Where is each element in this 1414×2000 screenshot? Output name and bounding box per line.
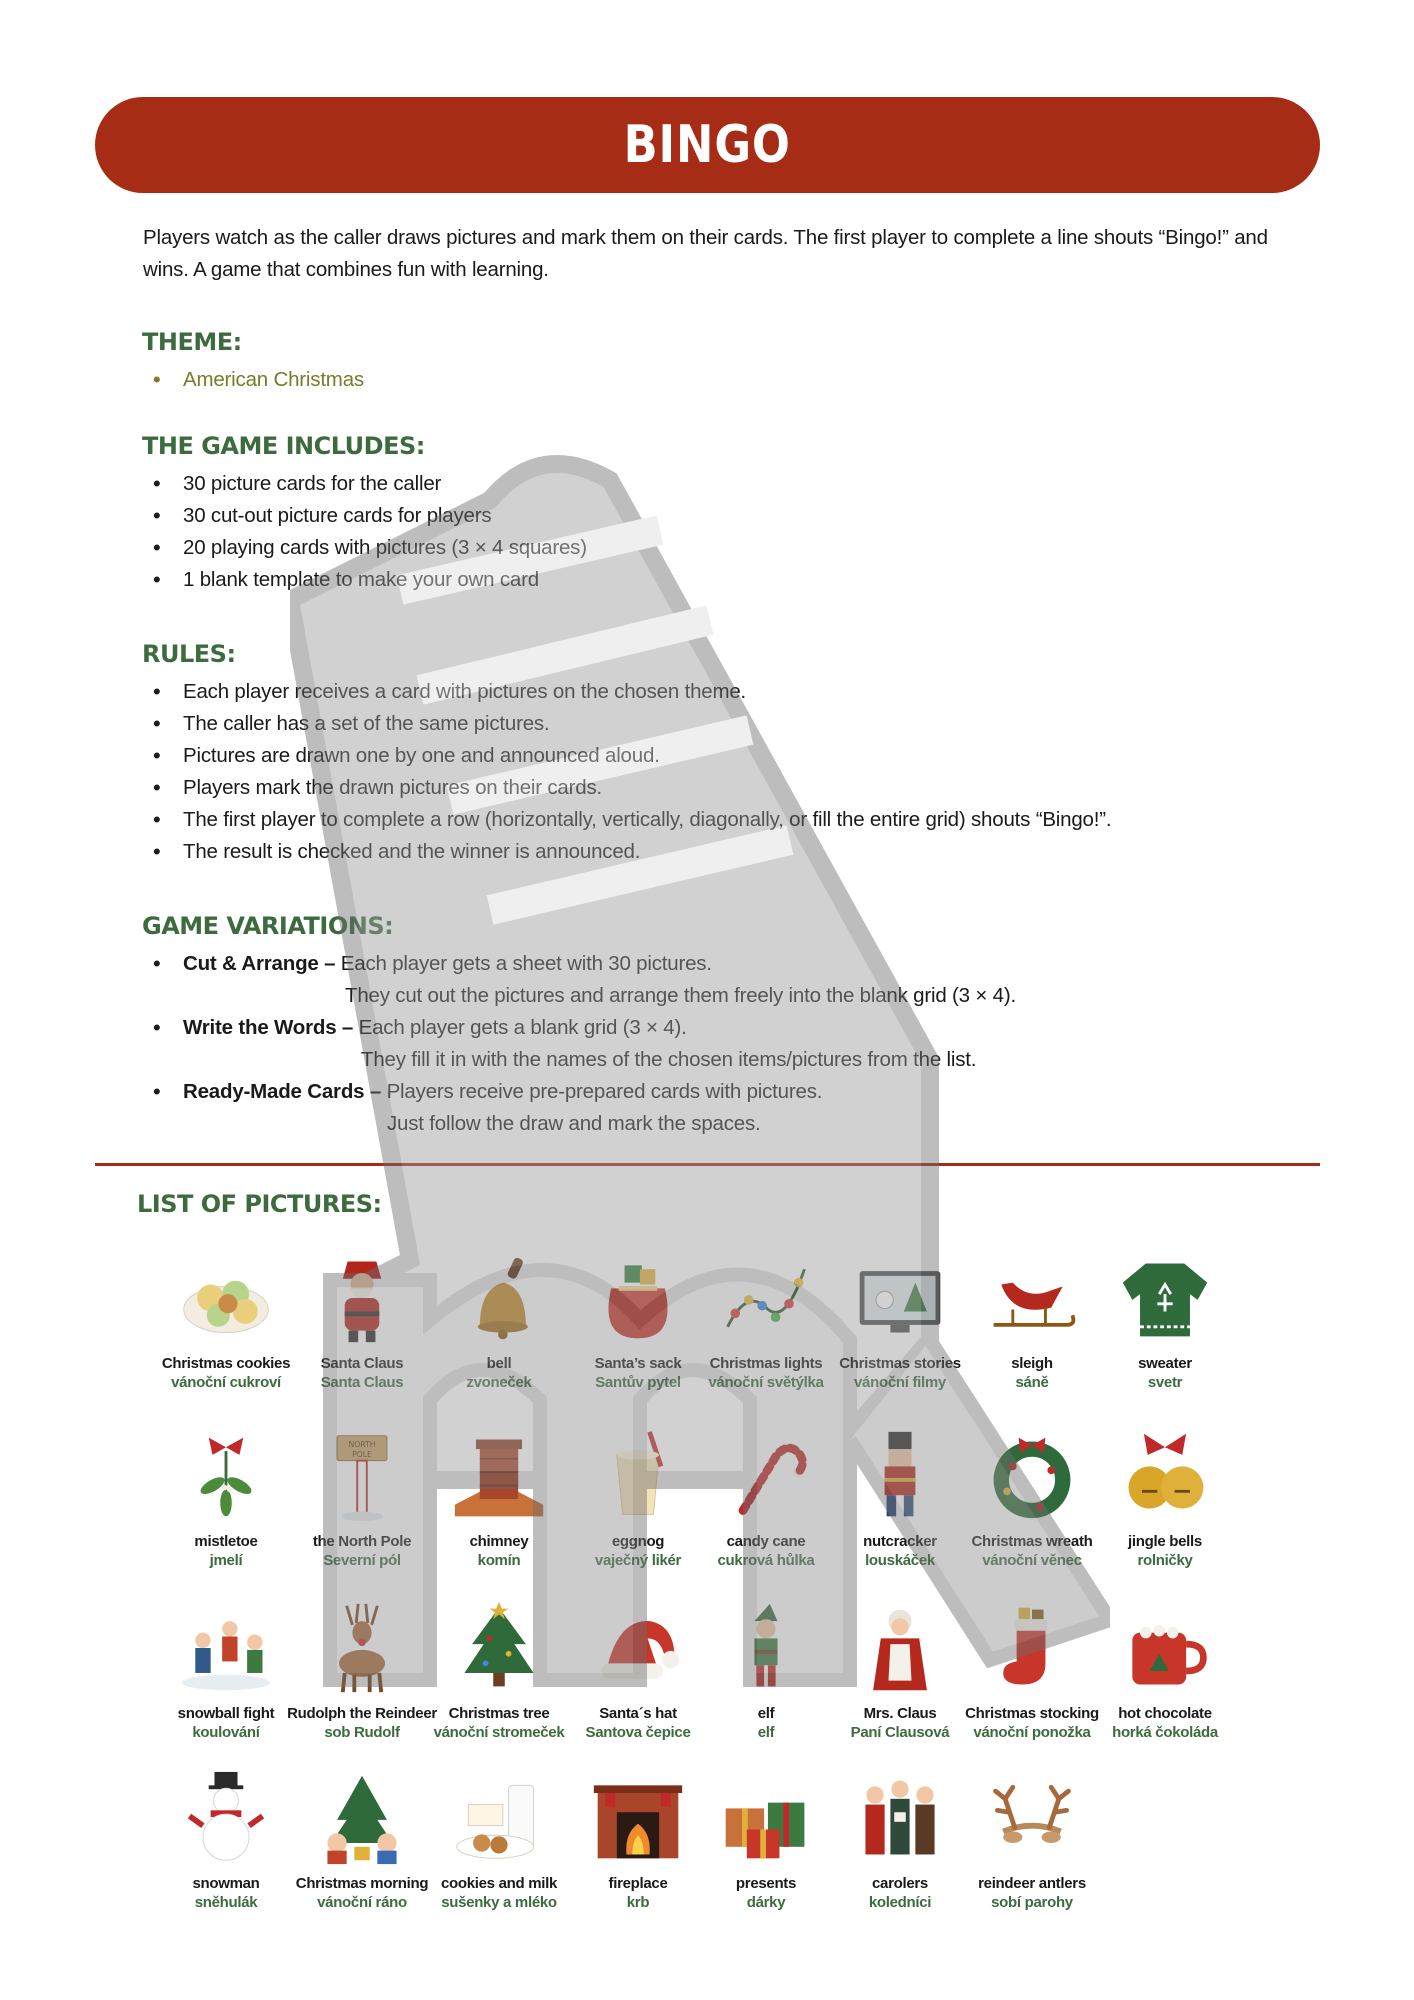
picture-card	[825, 1768, 975, 1912]
picture-name: Santa´s hat	[599, 1705, 677, 1722]
picture-card	[287, 1598, 437, 1742]
includes-list	[153, 468, 587, 596]
title-banner	[95, 97, 1320, 193]
picture-card	[691, 1768, 841, 1912]
picture-card	[1090, 1598, 1240, 1742]
variation-text-2: They fill it in with the names of the chosen items/pictures from the list.	[361, 1048, 977, 1071]
stocking-icon	[982, 1598, 1082, 1698]
presents-icon	[716, 1768, 816, 1868]
picture-card	[1090, 1426, 1240, 1570]
picture-card	[151, 1598, 301, 1742]
snowball-fight-icon	[176, 1598, 276, 1698]
chimney-icon	[449, 1426, 549, 1526]
picture-translation: horká čokoláda	[1112, 1724, 1218, 1741]
picture-translation: svetr	[1147, 1374, 1183, 1391]
wreath-icon	[982, 1426, 1082, 1526]
picture-name: Christmas lights	[709, 1355, 823, 1372]
list-item: • 30 picture cards for the caller	[153, 468, 587, 500]
page-title: BINGO	[623, 115, 792, 175]
rules-list	[153, 676, 1111, 868]
picture-card	[691, 1598, 841, 1742]
tree-icon	[449, 1598, 549, 1698]
picture-translation: vánoční cukroví	[171, 1374, 281, 1391]
intro-text: Players watch as the caller draws pictures and mark them on their cards. The first player to complete a line shouts “Bingo!” and wins. A game that combines fun with learning.	[143, 226, 1268, 281]
santa-icon	[312, 1248, 412, 1348]
picture-translation: vaječný likér	[594, 1552, 682, 1569]
picture-name: candy cane	[726, 1533, 806, 1550]
picture-card	[825, 1598, 975, 1742]
variation-text-2: They cut out the pictures and arrange them freely into the blank grid (3 × 4).	[345, 984, 1016, 1007]
picture-card	[1090, 1248, 1240, 1392]
variations-heading: GAME VARIATIONS:	[142, 912, 394, 940]
picture-translation: louskáček	[865, 1552, 935, 1569]
picture-card	[287, 1426, 437, 1570]
picture-name: chimney	[469, 1533, 529, 1550]
picture-card	[957, 1248, 1107, 1392]
picture-name: sweater	[1138, 1355, 1192, 1372]
picture-translation: komín	[477, 1552, 521, 1569]
picture-name: sleigh	[1011, 1355, 1053, 1372]
sweater-icon	[1115, 1248, 1215, 1348]
picture-translation: sněhulák	[194, 1894, 258, 1911]
jingle-bells-icon	[1115, 1426, 1215, 1526]
section-divider	[95, 1163, 1320, 1166]
picture-name: eggnog	[611, 1533, 665, 1550]
picture-translation: sušenky a mléko	[441, 1894, 557, 1911]
cookies-milk-icon	[449, 1768, 549, 1868]
picture-name: reindeer antlers	[978, 1875, 1086, 1892]
santa-hat-icon	[588, 1598, 688, 1698]
picture-name: Rudolph the Reindeer	[287, 1705, 437, 1722]
picture-name: Christmas morning	[295, 1875, 429, 1892]
theme-list	[153, 364, 364, 396]
picture-translation: cukrová hůlka	[717, 1552, 815, 1569]
list-item: • The caller has a set of the same pictures.	[153, 708, 1111, 740]
picture-card	[424, 1248, 574, 1392]
list-item: • 30 cut-out picture cards for players	[153, 500, 587, 532]
picture-card	[151, 1248, 301, 1392]
picture-card	[957, 1598, 1107, 1742]
variation-text: Each player gets a sheet with 30 pictures.	[340, 952, 712, 975]
rules-heading: RULES:	[142, 640, 236, 668]
tv-icon	[850, 1248, 950, 1348]
picture-translation: rolničky	[1137, 1552, 1193, 1569]
picture-card	[151, 1426, 301, 1570]
picture-translation: jmelí	[209, 1552, 243, 1569]
picture-translation: vánoční věnec	[982, 1552, 1082, 1569]
list-item: • The first player to complete a row (horizontally, vertically, diagonally, or fill the entire grid) shouts “Bingo!”.	[153, 804, 1111, 836]
picture-card	[287, 1248, 437, 1392]
picture-name: fireplace	[608, 1875, 668, 1892]
svg-text:POLE: POLE	[352, 1449, 372, 1459]
picture-translation: vánoční stromeček	[433, 1724, 565, 1741]
picture-card	[424, 1598, 574, 1742]
morning-icon	[312, 1768, 412, 1868]
picture-name: Christmas stories	[839, 1355, 961, 1372]
picture-translation: zvoneček	[466, 1374, 532, 1391]
picture-name: nutcracker	[863, 1533, 937, 1550]
snowman-icon	[176, 1768, 276, 1868]
picture-name: elf	[757, 1705, 775, 1722]
variation-item	[153, 1076, 1016, 1140]
picture-name: jingle bells	[1128, 1533, 1202, 1550]
picture-translation: krb	[626, 1894, 650, 1911]
mug-icon	[1115, 1598, 1215, 1698]
variation-item	[153, 1012, 1016, 1076]
picture-card	[424, 1426, 574, 1570]
picture-card	[825, 1426, 975, 1570]
picture-name: Santa’s sack	[594, 1355, 682, 1372]
lights-icon	[716, 1248, 816, 1348]
variation-text: Players receive pre-prepared cards with pictures.	[386, 1080, 823, 1103]
picture-name: presents	[735, 1875, 797, 1892]
variation-title: Ready-Made Cards –	[183, 1080, 382, 1103]
candy-cane-icon	[716, 1426, 816, 1526]
sleigh-icon	[982, 1248, 1082, 1348]
picture-name: Mrs. Claus	[863, 1705, 937, 1722]
picture-translation: dárky	[746, 1894, 786, 1911]
antlers-icon	[982, 1768, 1082, 1868]
variation-item	[153, 948, 1016, 1012]
reindeer-icon	[312, 1598, 412, 1698]
picture-translation: vánoční ponožka	[973, 1724, 1091, 1741]
picture-translation: sobí parohy	[991, 1894, 1073, 1911]
picture-name: Christmas cookies	[161, 1355, 291, 1372]
picture-name: carolers	[872, 1875, 928, 1892]
list-item: • Each player receives a card with pictures on the chosen theme.	[153, 676, 1111, 708]
picture-translation: Santova čepice	[585, 1724, 691, 1741]
elf-icon	[716, 1598, 816, 1698]
north-pole-icon	[312, 1426, 412, 1526]
theme-heading: THEME:	[142, 328, 242, 356]
picture-card	[825, 1248, 975, 1392]
nutcracker-icon	[850, 1426, 950, 1526]
picture-translation: koulování	[192, 1724, 260, 1741]
list-item: • Pictures are drawn one by one and announced aloud.	[153, 740, 1111, 772]
picture-translation: Paní Clausová	[850, 1724, 950, 1741]
list-item: • 20 playing cards with pictures (3 × 4 squares)	[153, 532, 587, 564]
bell-icon	[449, 1248, 549, 1348]
mrs-claus-icon	[850, 1598, 950, 1698]
picture-name: Christmas wreath	[971, 1533, 1093, 1550]
list-item: • 1 blank template to make your own card	[153, 564, 587, 596]
picture-name: hot chocolate	[1118, 1705, 1212, 1722]
picture-card	[151, 1768, 301, 1912]
variation-title: Write the Words –	[183, 1016, 354, 1039]
picture-name: the North Pole	[312, 1533, 412, 1550]
picture-translation: sob Rudolf	[324, 1724, 400, 1741]
variation-text-2: Just follow the draw and mark the spaces.	[387, 1112, 761, 1135]
picture-name: mistletoe	[194, 1533, 258, 1550]
picture-card	[957, 1768, 1107, 1912]
fireplace-icon	[588, 1768, 688, 1868]
picture-name: Christmas tree	[448, 1705, 550, 1722]
picture-translation: Santův pytel	[595, 1374, 681, 1391]
svg-text:NORTH: NORTH	[348, 1440, 376, 1450]
list-item: • The result is checked and the winner is announced.	[153, 836, 1111, 868]
picture-translation: koledníci	[868, 1894, 932, 1911]
picture-card	[691, 1248, 841, 1392]
picture-name: snowman	[192, 1875, 260, 1892]
picture-name: Christmas stocking	[965, 1705, 1099, 1722]
picture-translation: elf	[757, 1724, 775, 1741]
sack-icon	[588, 1248, 688, 1348]
eggnog-icon	[588, 1426, 688, 1526]
picture-name: Santa Claus	[320, 1355, 404, 1372]
cookies-icon	[176, 1248, 276, 1348]
picture-name: snowball fight	[177, 1705, 275, 1722]
picture-translation: vánoční filmy	[854, 1374, 946, 1391]
variation-text: Each player gets a blank grid (3 × 4).	[358, 1016, 687, 1039]
mistletoe-icon	[176, 1426, 276, 1526]
carolers-icon	[850, 1768, 950, 1868]
picture-card	[957, 1426, 1107, 1570]
picture-name: cookies and milk	[440, 1875, 558, 1892]
picture-translation: Severní pól	[323, 1552, 401, 1569]
picture-translation: vánoční světýlka	[708, 1374, 824, 1391]
picture-translation: sáně	[1015, 1374, 1049, 1391]
pictures-heading: LIST OF PICTURES:	[137, 1190, 382, 1218]
picture-card	[691, 1426, 841, 1570]
picture-translation: Santa Claus	[320, 1374, 404, 1391]
variations-list	[153, 948, 1016, 1140]
list-item: • Players mark the drawn pictures on their cards.	[153, 772, 1111, 804]
picture-translation: vánoční ráno	[317, 1894, 407, 1911]
picture-name: bell	[486, 1355, 512, 1372]
picture-card	[287, 1768, 437, 1912]
theme-item: • American Christmas	[153, 364, 364, 396]
variation-title: Cut & Arrange –	[183, 952, 336, 975]
picture-card	[424, 1768, 574, 1912]
includes-heading: THE GAME INCLUDES:	[142, 432, 425, 460]
